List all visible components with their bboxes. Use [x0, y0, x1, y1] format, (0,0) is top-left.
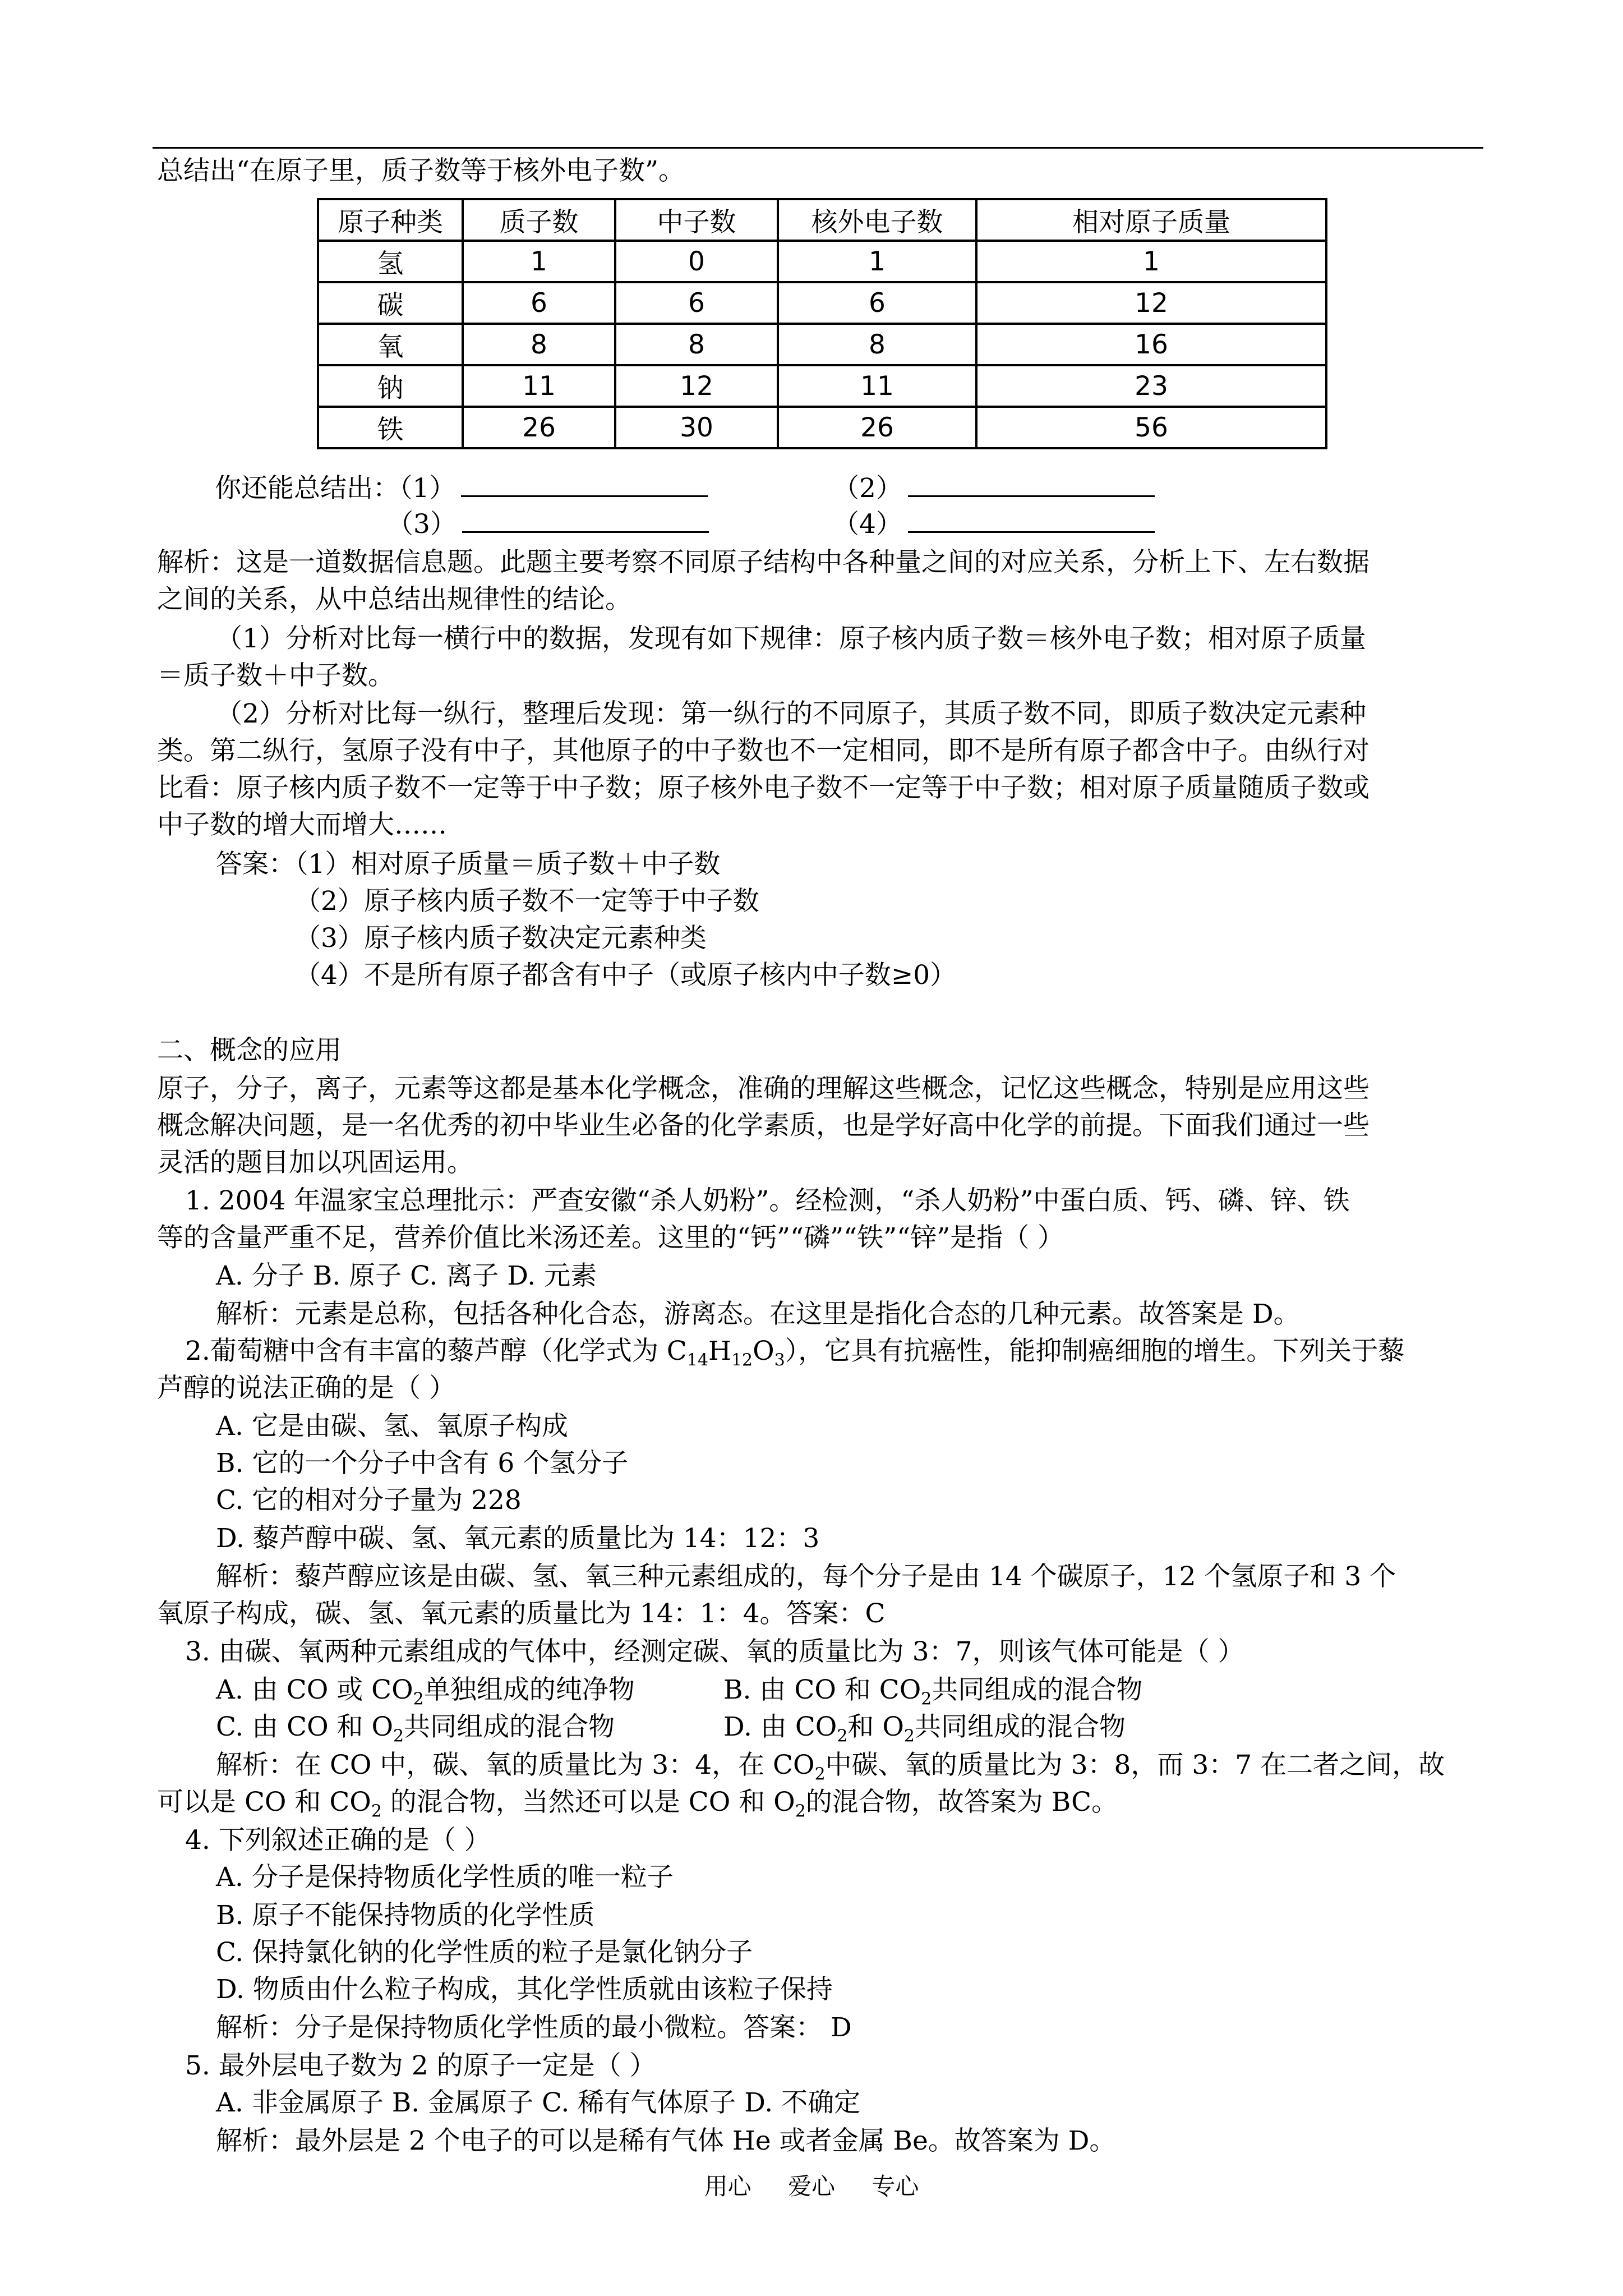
- table-header: 中子数: [615, 199, 778, 241]
- answer-blank-2[interactable]: [908, 473, 1155, 497]
- table-row: [318, 324, 1326, 365]
- section-heading: 二、概念的应用: [157, 1035, 342, 1066]
- answer-line: （3）原子核内质子数决定元素种类: [294, 923, 707, 954]
- question-2-option-b: B. 它的一个分子中含有 6 个氢分子: [216, 1448, 629, 1479]
- question-2-option-c: C. 它的相对分子量为 228: [216, 1485, 522, 1516]
- question-2-analysis: 氧原子构成，碳、氢、氧元素的质量比为 14：1：4。答案：C: [157, 1598, 886, 1629]
- table-cell: 氧: [318, 324, 463, 365]
- table-cell: 1: [976, 241, 1326, 282]
- table-row: [318, 365, 1326, 407]
- table-cell: 铁: [318, 407, 463, 448]
- table-cell: 6: [463, 282, 615, 324]
- analysis-line: ＝质子数＋中子数。: [157, 660, 394, 691]
- section-intro-line: 概念解决问题，是一名优秀的初中毕业生必备的化学素质，也是学好高中化学的前提。下面我们通过一些: [157, 1110, 1370, 1141]
- question-4-option-d: D. 物质由什么粒子构成，其化学性质就由该粒子保持: [216, 1974, 833, 2005]
- table-cell: 16: [976, 324, 1326, 365]
- table-cell: 6: [778, 282, 976, 324]
- answer-line: （4）不是所有原子都含有中子（或原子核内中子数≥0）: [294, 960, 957, 991]
- question-1-options: A. 分子 B. 原子 C. 离子 D. 元素: [216, 1260, 597, 1291]
- question-4-stem: 4. 下列叙述正确的是（ ）: [185, 1825, 491, 1856]
- table-cell: 12: [615, 365, 778, 407]
- summary-line-2: [833, 470, 1160, 507]
- table-header: 相对原子质量: [976, 199, 1326, 241]
- blank-label-4: （4）: [833, 509, 902, 540]
- table-cell: 8: [778, 324, 976, 365]
- table-cell: 氢: [318, 241, 463, 282]
- table-header-row: [318, 199, 1326, 241]
- table-cell: 0: [615, 241, 778, 282]
- table-header: 质子数: [463, 199, 615, 241]
- intro-line: 总结出“在原子里，质子数等于核外电子数”。: [157, 155, 685, 186]
- section-intro-line: 灵活的题目加以巩固运用。: [157, 1147, 473, 1178]
- table-cell: 6: [615, 282, 778, 324]
- table-cell: 8: [615, 324, 778, 365]
- analysis-line: 类。第二纵行，氢原子没有中子，其他原子的中子数也不一定相同，即不是所有原子都含中子。由纵行对: [157, 735, 1370, 766]
- question-2-option-d: D. 藜芦醇中碳、氢、氧元素的质量比为 14：12：3: [216, 1523, 820, 1554]
- question-1-analysis: 解析：元素是总称，包括各种化合态，游离态。在这里是指化合态的几种元素。故答案是 D。: [216, 1299, 1300, 1329]
- answer-blank-1[interactable]: [461, 473, 708, 497]
- blank-label-3: （3）: [387, 509, 457, 540]
- question-3-analysis: 解析：在 CO 中，碳、氧的质量比为 3：4，在 $CO_2$中碳、氧的质量比为 3：8，而 3：7 在二者之间，故: [216, 1750, 1445, 1784]
- answer-line: 答案：（1）相对原子质量＝质子数＋中子数: [216, 849, 721, 880]
- table-row: [318, 407, 1326, 448]
- analysis-line: （2）分析对比每一纵行，整理后发现：第一纵行的不同原子，其质子数不同，即质子数决定元素种: [216, 698, 1366, 729]
- question-4-option-a: A. 分子是保持物质化学性质的唯一粒子: [216, 1862, 674, 1893]
- answer-line: （2）原子核内质子数不一定等于中子数: [294, 886, 759, 917]
- page-footer: [0, 2168, 1623, 2202]
- question-5-analysis: 解析：最外层是 2 个电子的可以是稀有气体 He 或者金属 Be。故答案为 D。: [216, 2125, 1116, 2156]
- table-cell: 1: [778, 241, 976, 282]
- analysis-line: 中子数的增大而增大……: [157, 809, 447, 840]
- table-cell: 26: [778, 407, 976, 448]
- question-1-stem: 1. 2004 年温家宝总理批示：严查安徽“杀人奶粉”。经检测，“杀人奶粉”中蛋白质、钙、磷、锌、铁: [185, 1185, 1350, 1216]
- question-5-options: A. 非金属原子 B. 金属原子 C. 稀有气体原子 D. 不确定: [216, 2087, 861, 2118]
- question-3-option-c: C. 由 CO 和 $O_2$共同组成的混合物: [216, 1711, 615, 1746]
- table-header: 原子种类: [318, 199, 463, 241]
- question-3-analysis: 可以是 CO 和 $CO_2$ 的混合物，当然还可以是 CO 和 $O_2$的混合物，故答案为 BC。: [157, 1787, 1118, 1821]
- question-3-option-a: A. 由 CO 或 $CO_2$单独组成的纯净物: [216, 1674, 635, 1709]
- footer-word: 爱心: [787, 2173, 835, 2200]
- table-cell: 56: [976, 407, 1326, 448]
- table-cell: 11: [463, 365, 615, 407]
- footer-word: 用心: [704, 2173, 751, 2200]
- question-4-option-c: C. 保持氯化钠的化学性质的粒子是氯化钠分子: [216, 1937, 753, 1968]
- table-row: [318, 282, 1326, 324]
- summary-line-1: [215, 470, 713, 507]
- summary-prompt: 你还能总结出：（1）: [215, 473, 456, 504]
- answer-blank-4[interactable]: [908, 509, 1155, 533]
- table-cell: 12: [976, 282, 1326, 324]
- question-4-option-b: B. 原子不能保持物质的化学性质: [216, 1900, 595, 1931]
- footer-word: 专心: [872, 2173, 919, 2200]
- question-2-analysis: 解析：藜芦醇应该是由碳、氢、氧三种元素组成的，每个分子是由 14 个碳原子，12 个氢原子和 3 个: [216, 1561, 1396, 1592]
- table-cell: 8: [463, 324, 615, 365]
- table-cell: 碳: [318, 282, 463, 324]
- analysis-line: 解析：这是一道数据信息题。此题主要考察不同原子结构中各种量之间的对应关系，分析上下、左右数据: [157, 547, 1370, 578]
- table-header: 核外电子数: [778, 199, 976, 241]
- question-2-stem: 芦醇的说法正确的是（ ）: [157, 1373, 455, 1404]
- table-cell: 23: [976, 365, 1326, 407]
- question-5-stem: 5. 最外层电子数为 2 的原子一定是（ ）: [185, 2050, 656, 2081]
- atom-table: [317, 198, 1327, 449]
- table-row: [318, 241, 1326, 282]
- question-2-stem: 2.葡萄糖中含有丰富的藜芦醇（化学式为 $C_{14}H_{12}O_3$），它具有抗癌性，能抑制癌细胞的增生。下列关于藜: [185, 1336, 1405, 1370]
- question-1-stem: 等的含量严重不足，营养价值比米汤还差。这里的“钙”“磷”“铁”“锌”是指（ ）: [157, 1222, 1064, 1253]
- analysis-line: 之间的关系，从中总结出规律性的结论。: [157, 584, 631, 615]
- blank-label-2: （2）: [833, 473, 902, 504]
- table-cell: 30: [615, 407, 778, 448]
- question-3-option-b: B. 由 CO 和 $CO_2$共同组成的混合物: [723, 1674, 1143, 1709]
- question-2-option-a: A. 它是由碳、氢、氧原子构成: [216, 1411, 568, 1442]
- table-cell: 1: [463, 241, 615, 282]
- question-3-stem: 3. 由碳、氧两种元素组成的气体中，经测定碳、氧的质量比为 3：7，则该气体可能是（ ）: [185, 1636, 1244, 1667]
- question-4-analysis: 解析：分子是保持物质化学性质的最小微粒。答案： D: [216, 2012, 852, 2043]
- table-cell: 26: [463, 407, 615, 448]
- summary-line-3: [387, 506, 714, 543]
- table-cell: 钠: [318, 365, 463, 407]
- section-intro-line: 原子，分子，离子，元素等这都是基本化学概念，准确的理解这些概念，记忆这些概念，特别是应用这些: [157, 1073, 1370, 1104]
- question-3-option-d: D. 由 $CO_2$和 $O_2$共同组成的混合物: [723, 1711, 1126, 1746]
- header-rule: [153, 147, 1483, 149]
- analysis-line: 比看：原子核内质子数不一定等于中子数；原子核外电子数不一定等于中子数；相对原子质量随质子数或: [157, 772, 1370, 803]
- analysis-line: （1）分析对比每一横行中的数据，发现有如下规律：原子核内质子数＝核外电子数；相对原子质量: [216, 623, 1366, 654]
- answer-blank-3[interactable]: [462, 509, 709, 533]
- table-cell: 11: [778, 365, 976, 407]
- summary-line-4: [833, 506, 1160, 543]
